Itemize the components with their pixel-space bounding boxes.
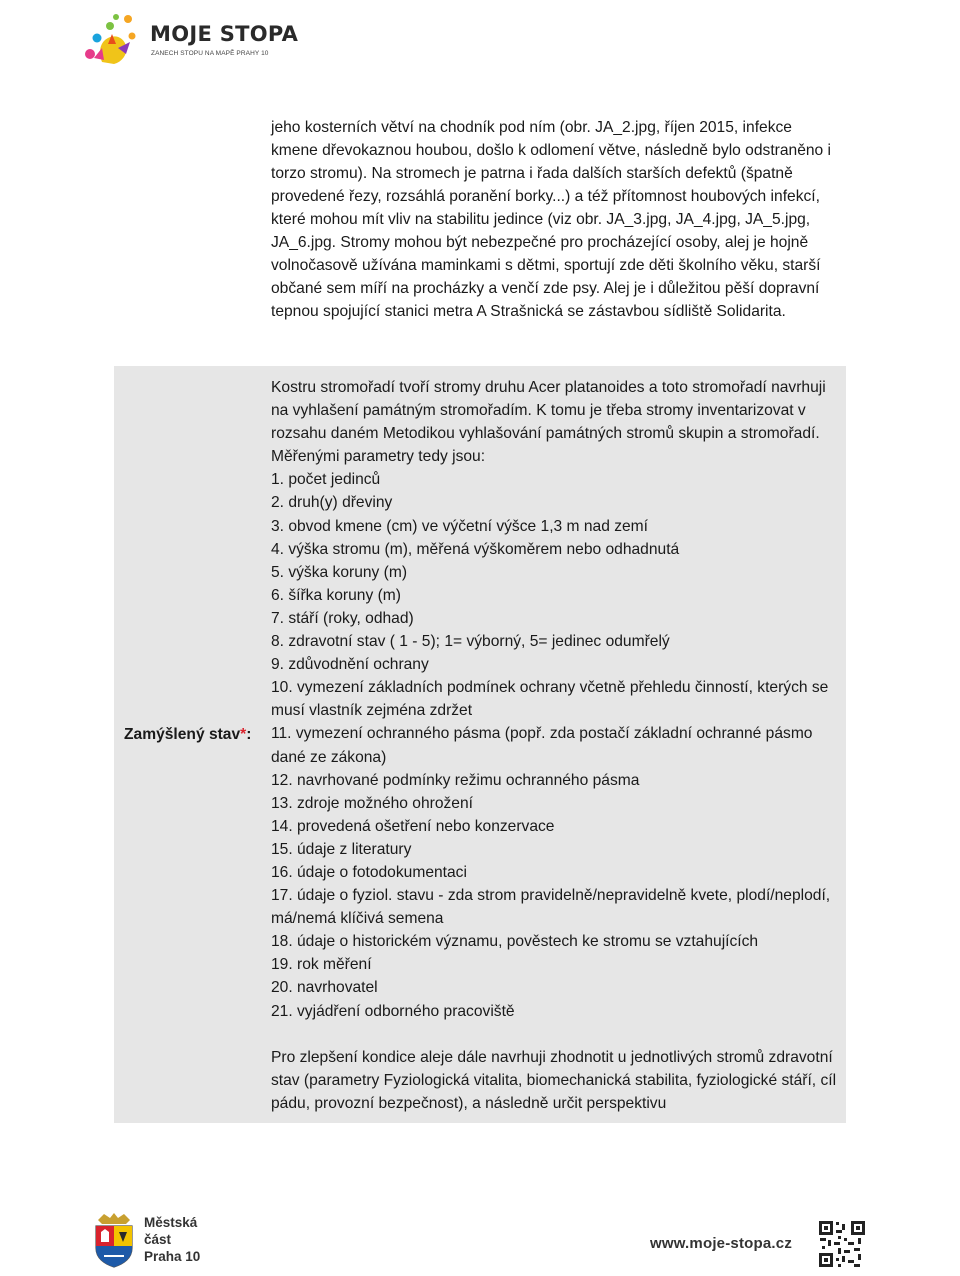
parameter-item: 13. zdroje možného ohrožení [271, 794, 473, 812]
parameter-item: 17. údaje o fyziol. stavu - zda strom pravidelně/nepravidelně kvete, plodí/neplodí, má/nemá klíčivá semena [271, 887, 831, 928]
parameter-item: 14. provedená ošetření nebo konzervace [271, 817, 555, 835]
intro-paragraph-block [271, 116, 843, 323]
municipality-logo [92, 1212, 222, 1272]
parameter-list [271, 468, 841, 1022]
website-link[interactable]: www.moje-stopa.cz [650, 1235, 793, 1252]
section-intro: Kostru stromořadí tvoří stromy druhu Acer platanoides a toto stromořadí navrhuji na vyhlašení památným stromořadím. K tomu je třeba stromy inventarizovat v rozsahu daném Metodikou vyhlašování památných stromů skupin a stromořadí. Měřenými parametry tedy jsou: [271, 379, 826, 466]
parameter-item: 20. navrhovatel [271, 979, 378, 997]
municipality-line: část [144, 1232, 172, 1247]
parameter-item: 1. počet jedinců [271, 471, 381, 489]
municipality-line: Městská [144, 1215, 198, 1230]
parameter-item: 6. šířka koruny (m) [271, 586, 401, 604]
parameter-item: 16. údaje o fotodokumentaci [271, 863, 467, 881]
moje-stopa-logo [80, 8, 299, 68]
parameter-item: 18. údaje o historickém významu, pověstech ke stromu se vztahujících [271, 933, 759, 951]
parameter-item: 3. obvod kmene (cm) ve výčetní výšce 1,3 m nad zemí [271, 517, 648, 535]
parameter-item: 7. stáří (roky, odhad) [271, 609, 414, 627]
parameter-item: 2. druh(y) dřeviny [271, 494, 393, 512]
intro-paragraph: jeho kosterních větví na chodník pod ním (obr. JA_2.jpg, říjen 2015, infekce kmene dřevokaznou houbou, došlo k odlomení větve, následně bylo odstraněno i torzo stromu). Na stromech je patrna i řada dalších starších defektů (špatně provedené řezy, rozsáhlá poranění borky...) a též přítomnost houbových infekcí, které mohou mít vliv na stabilitu jedince (viz obr. JA_3.jpg, JA_4.jpg, JA_5.jpg, JA_6.jpg. Stromy mohou být nebezpečné pro procházející osoby, alej je hojně volnočasově užívána maminkami s dětmi, sportují zde děti školního věku, starší občané sem míří na procházky a venčí zde psy. Alej je i důležitou pěší dopravní tepnou spojující stanici metra A Strašnická se zástavbou sídliště Solidarita. [271, 119, 832, 320]
required-mark: * [240, 726, 247, 743]
parameter-item: 4. výška stromu (m), měřená výškoměrem nebo odhadnutá [271, 540, 680, 558]
parameter-item: 8. zdravotní stav ( 1 - 5); 1= výborný, 5= jedinec odumřelý [271, 633, 670, 651]
coat-of-arms-icon [92, 1212, 136, 1268]
brand-name: MOJE STOPA [150, 22, 299, 46]
municipality-line: Praha 10 [144, 1249, 201, 1264]
label-colon: : [246, 726, 252, 743]
parameter-item: 10. vymezení základních podmínek ochrany včetně přehledu činností, kterých se musí vlastník zejména zdržet [271, 679, 829, 720]
parameter-item: 9. zdůvodnění ochrany [271, 656, 429, 674]
planned-state-content [271, 376, 841, 1115]
brand-tagline: ZANECH STOPU NA MAPĚ PRAHY 10 [151, 50, 269, 57]
parameter-item: 19. rok měření [271, 956, 372, 974]
closing-paragraph: Pro zlepšení kondice aleje dále navrhuji zhodnotit u jednotlivých stromů zdravotní stav (parametry Fyziologická vitalita, biomechanická stabilita, fyziologické stáří, cíl pádu, provozní bezpečnost), a následně určit perspektivu [271, 1048, 837, 1112]
planned-state-label [124, 726, 264, 744]
planned-state-label-text: Zamýšlený stav [124, 726, 241, 743]
parameter-item: 15. údaje z literatury [271, 840, 412, 858]
municipality-name [144, 1214, 200, 1265]
qr-code-icon [818, 1220, 866, 1268]
parameter-item: 11. vymezení ochranného pásma (popř. zda postačí základní ochranné pásmo dané ze zákona) [271, 725, 813, 766]
hand-print-logo-icon [80, 8, 148, 66]
parameter-item: 12. navrhované podmínky režimu ochranného pásma [271, 771, 640, 789]
planned-state-row [114, 366, 846, 1123]
parameter-item: 21. vyjádření odborného pracoviště [271, 1002, 515, 1020]
parameter-item: 5. výška koruny (m) [271, 563, 408, 581]
